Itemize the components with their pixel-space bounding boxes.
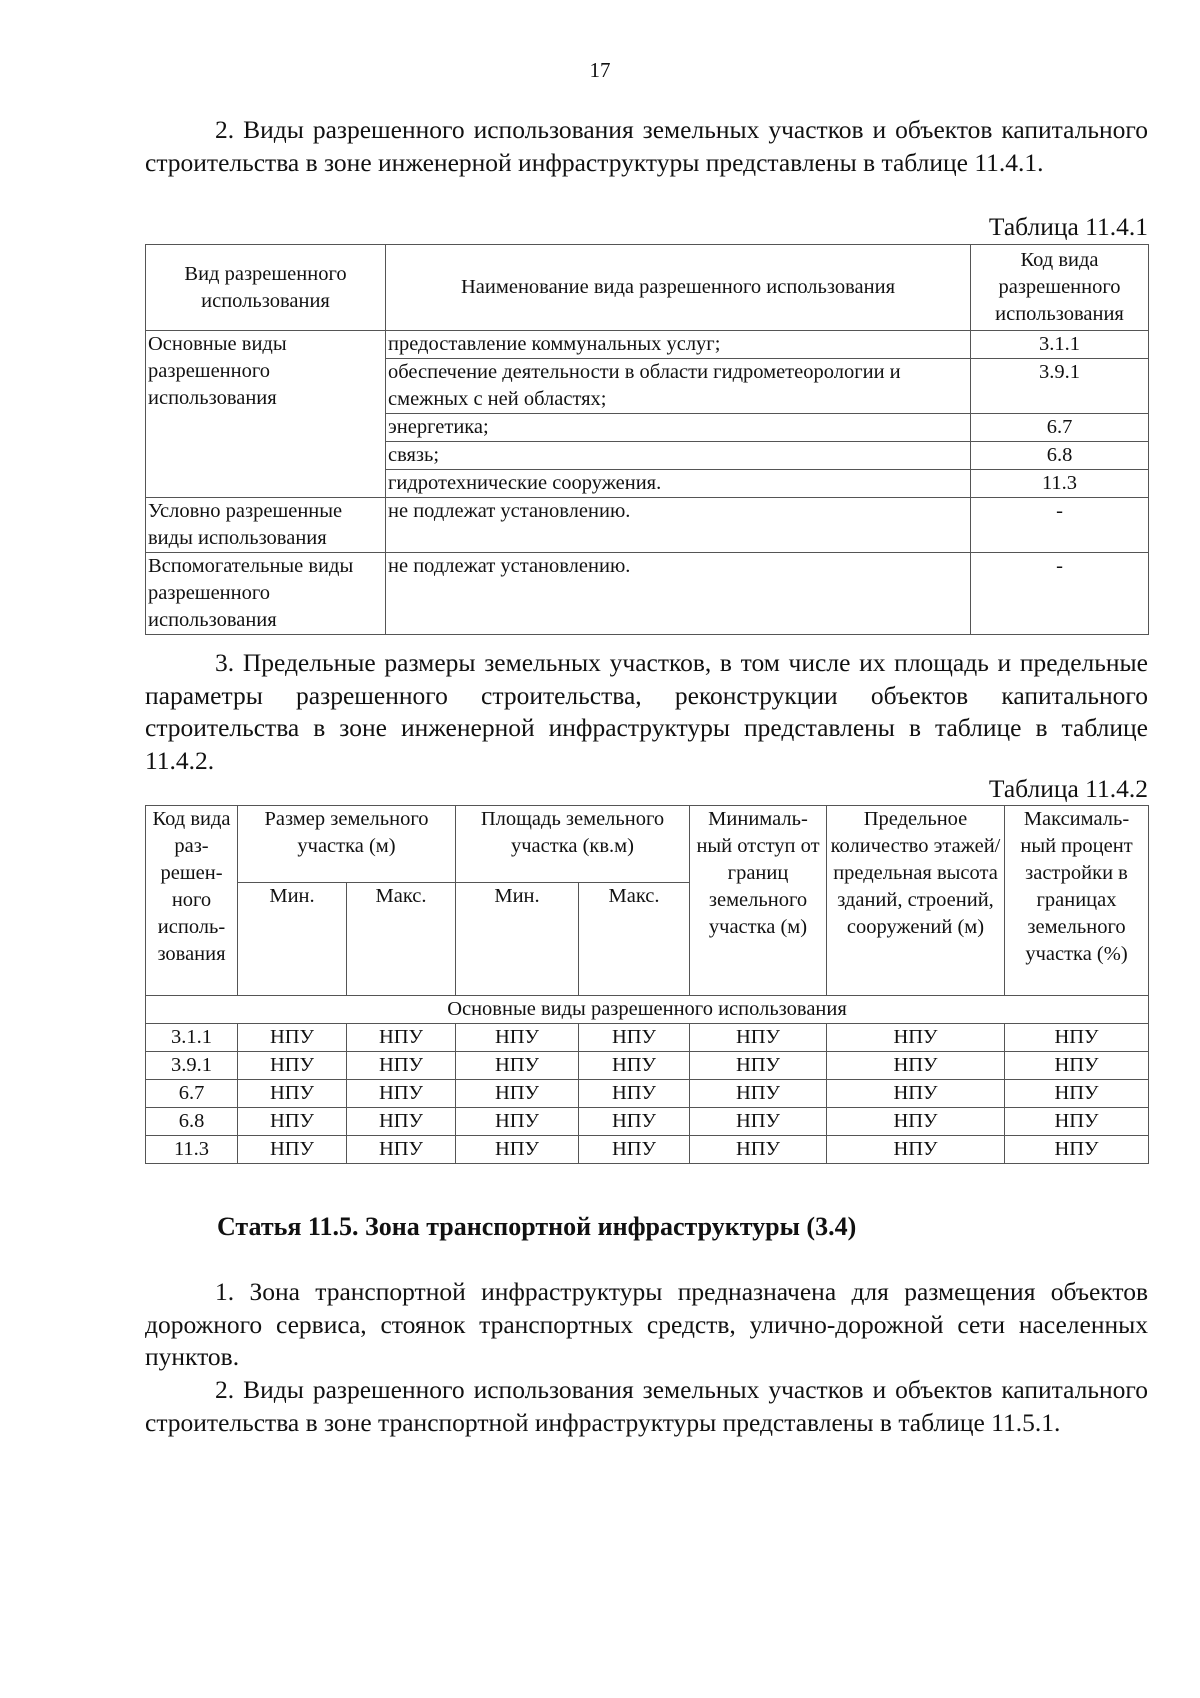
table1-header-cell: Наименование вида разрешенного использования [386, 245, 971, 331]
row-value: НПУ [238, 1024, 347, 1052]
row-value: НПУ [347, 1108, 456, 1136]
use-code: 6.7 [971, 414, 1149, 442]
row-value: НПУ [827, 1136, 1005, 1164]
row-value: НПУ [238, 1136, 347, 1164]
table-row [146, 1024, 1149, 1052]
row-value: НПУ [1005, 1052, 1149, 1080]
row-value: НПУ [579, 1024, 690, 1052]
row-value: НПУ [456, 1052, 579, 1080]
table-row [146, 1080, 1149, 1108]
table2-body [146, 1024, 1149, 1164]
row-value: НПУ [1005, 1108, 1149, 1136]
use-name: предоставление коммунальных услуг; [386, 331, 971, 359]
table-caption-1: Таблица 11.4.1 [988, 212, 1148, 241]
table-row [146, 1108, 1149, 1136]
row-value: НПУ [238, 1108, 347, 1136]
row-code: 11.3 [146, 1136, 238, 1164]
header-max-percent: Максималь-ный процент застройки в границах земельного участка (%) [1005, 806, 1149, 996]
header-min-setback: Минималь-ный отступ от границ земельного участка (м) [690, 806, 827, 996]
use-code: 3.9.1 [971, 359, 1149, 414]
row-code: 3.1.1 [146, 1024, 238, 1052]
header-min: Мин. [456, 883, 579, 996]
row-value: НПУ [579, 1052, 690, 1080]
row-value: НПУ [347, 1024, 456, 1052]
table-row [146, 331, 1149, 359]
header-code: Код вида раз-решен-ного исполь-зования [146, 806, 238, 996]
header-max: Макс. [579, 883, 690, 996]
group-label-auxiliary: Вспомогательные виды разрешенного использования [146, 553, 386, 635]
article-heading: Статья 11.5. Зона транспортной инфраструктуры (3.4) [217, 1212, 857, 1241]
row-code: 3.9.1 [146, 1052, 238, 1080]
table1-header-cell: Код вида разрешенного использования [971, 245, 1149, 331]
table-row [146, 1136, 1149, 1164]
paragraph-1: 2. Виды разрешенного использования земельных участков и объектов капитального строительства в зоне инженерной инфраструктуры представлены в таблице 11.4.1. [145, 115, 1148, 177]
use-name: связь; [386, 442, 971, 470]
page-number: 17 [589, 58, 611, 82]
row-value: НПУ [579, 1108, 690, 1136]
row-value: НПУ [1005, 1024, 1149, 1052]
row-value: НПУ [347, 1080, 456, 1108]
paragraph-2: 3. Предельные размеры земельных участков, в том числе их площадь и предельные параметры разрешенного строительства, реконструкции объектов капитального строительства в зоне инженерной инфраструктуры представлены в таблице в таблице 11.4.2. [145, 648, 1148, 775]
table-11-4-1 [145, 244, 1149, 635]
group-label-main: Основные виды разрешенного использования [146, 331, 386, 498]
use-code: 3.1.1 [971, 331, 1149, 359]
use-code: 6.8 [971, 442, 1149, 470]
row-code: 6.8 [146, 1108, 238, 1136]
table-row [146, 1052, 1149, 1080]
row-value: НПУ [456, 1024, 579, 1052]
use-code: - [971, 553, 1149, 635]
row-value: НПУ [827, 1080, 1005, 1108]
header-max: Макс. [347, 883, 456, 996]
use-name: не подлежат установлению. [386, 553, 971, 635]
use-name: обеспечение деятельности в области гидрометеорологии и смежных с ней областях; [386, 359, 971, 414]
row-value: НПУ [1005, 1136, 1149, 1164]
row-value: НПУ [347, 1052, 456, 1080]
row-value: НПУ [1005, 1080, 1149, 1108]
table-11-4-2 [145, 805, 1149, 1164]
table2-header-row [146, 806, 1149, 883]
use-name: энергетика; [386, 414, 971, 442]
row-value: НПУ [579, 1080, 690, 1108]
row-value: НПУ [690, 1052, 827, 1080]
row-value: НПУ [827, 1052, 1005, 1080]
paragraph-3: 1. Зона транспортной инфраструктуры предназначена для размещения объектов дорожного сервиса, стоянок транспортных средств, улично-дорожной сети населенных пунктов. [145, 1277, 1148, 1371]
row-code: 6.7 [146, 1080, 238, 1108]
header-plot-size: Размер земельного участка (м) [238, 806, 456, 883]
table-caption-2: Таблица 11.4.2 [988, 774, 1148, 803]
header-plot-area: Площадь земельного участка (кв.м) [456, 806, 690, 883]
row-value: НПУ [827, 1024, 1005, 1052]
row-value: НПУ [579, 1136, 690, 1164]
row-value: НПУ [347, 1136, 456, 1164]
table1-header-cell: Вид разрешенного использования [146, 245, 386, 331]
use-name: гидротехнические сооружения. [386, 470, 971, 498]
row-value: НПУ [690, 1024, 827, 1052]
table-row [146, 498, 1149, 553]
table-row [146, 553, 1149, 635]
header-min: Мин. [238, 883, 347, 996]
group-label-conditional: Условно разрешенные виды использования [146, 498, 386, 553]
use-code: 11.3 [971, 470, 1149, 498]
row-value: НПУ [827, 1108, 1005, 1136]
use-name: не подлежат установлению. [386, 498, 971, 553]
row-value: НПУ [456, 1108, 579, 1136]
row-value: НПУ [456, 1080, 579, 1108]
use-code: - [971, 498, 1149, 553]
row-value: НПУ [456, 1136, 579, 1164]
paragraph-4: 2. Виды разрешенного использования земельных участков и объектов капитального строительства в зоне транспортной инфраструктуры представлены в таблице 11.5.1. [145, 1375, 1148, 1437]
row-value: НПУ [690, 1108, 827, 1136]
row-value: НПУ [238, 1080, 347, 1108]
row-value: НПУ [690, 1080, 827, 1108]
row-value: НПУ [238, 1052, 347, 1080]
section-label: Основные виды разрешенного использования [146, 996, 1149, 1024]
section-row [146, 996, 1149, 1024]
header-max-floors: Предельное количество этажей/ предельная высота зданий, строений, сооружений (м) [827, 806, 1005, 996]
table1-header-row [146, 245, 1149, 331]
row-value: НПУ [690, 1136, 827, 1164]
